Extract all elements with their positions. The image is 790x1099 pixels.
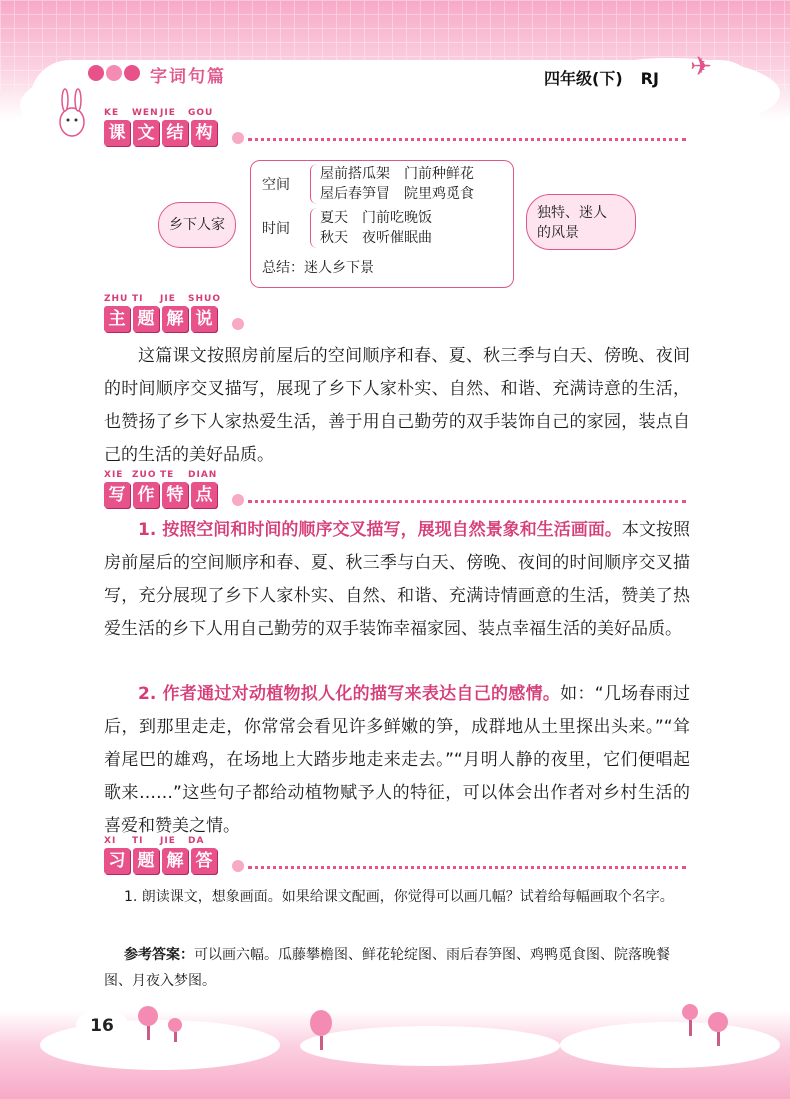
heading-char: 题 xyxy=(133,848,159,874)
diagram-root: 乡下人家 xyxy=(158,202,236,248)
tree-icon xyxy=(310,1010,332,1050)
heading-char: 构 xyxy=(191,120,217,146)
structure-diagram xyxy=(150,150,640,300)
space-item: 屋后春笋冒 院里鸡觅食 xyxy=(320,186,474,202)
heading-char: 文 xyxy=(133,120,159,146)
point-heading: 1. 按照空间和时间的顺序交叉描写，展现自然景象和生活画面。 xyxy=(138,520,622,540)
summary-text: 总结：迷人乡下景 xyxy=(262,260,374,276)
outcome-line: 的风景 xyxy=(537,225,579,241)
heading-char: 主 xyxy=(104,306,130,332)
grade-label xyxy=(544,66,659,89)
section-structure-heading xyxy=(104,108,220,152)
pinyin-row: ZHU TI JIE SHUO xyxy=(104,294,221,304)
tree-icon xyxy=(682,1004,698,1036)
section-writing-heading xyxy=(104,470,220,514)
cloud xyxy=(560,1022,780,1068)
grade-text: 四年级(下) xyxy=(544,69,623,88)
pinyin-row: XI TI JIE DA xyxy=(104,836,205,846)
header-section-label xyxy=(88,62,226,87)
heading-char: 课 xyxy=(104,120,130,146)
cloud xyxy=(300,1026,560,1066)
edition-text: RJ xyxy=(640,69,659,88)
heading-char: 作 xyxy=(133,482,159,508)
heading-char: 题 xyxy=(133,306,159,332)
exercise-question: 1. 朗读课文，想象画面。如果给课文配画，你觉得可以画几幅？试着给每幅画取个名字。 xyxy=(124,889,674,905)
pinyin-row: XIE ZUO TE DIAN xyxy=(104,470,218,480)
time-item: 夏天 门前吃晚饭 xyxy=(320,210,432,226)
heading-char: 特 xyxy=(162,482,188,508)
outcome-line: 独特、迷人 xyxy=(537,205,607,221)
writing-point-2 xyxy=(104,678,690,843)
point-body: 如：“几场春雨过后，到那里走走，你常常会看见许多鲜嫩的笋，成群地从土里探出头来。”“耸着尾巴的雄鸡，在场地上大踏步地走来走去。”“月明人静的夜里，它们便唱起歌来……”这些句子都给动植物赋予人的特征，可以体会出作者对乡村生活的喜爱和赞美之情。 xyxy=(104,684,690,836)
heading-char: 写 xyxy=(104,482,130,508)
heading-char: 说 xyxy=(191,306,217,332)
space-item: 屋前搭瓜架 门前种鲜花 xyxy=(320,166,474,182)
heading-char: 答 xyxy=(191,848,217,874)
heading-char: 结 xyxy=(162,120,188,146)
tree-icon xyxy=(168,1018,182,1042)
diagram-outcome xyxy=(526,194,636,250)
tree-icon xyxy=(138,1006,158,1040)
exercise-answer xyxy=(104,942,690,994)
dotted-divider xyxy=(248,500,686,503)
dotted-divider xyxy=(248,138,686,141)
section-title: 字词句篇 xyxy=(150,67,226,87)
section-exercise-heading xyxy=(104,836,220,880)
time-label: 时间 xyxy=(262,221,290,237)
flower-icon xyxy=(232,318,244,330)
brace xyxy=(310,164,317,204)
heart-balloon-icon xyxy=(88,65,142,85)
heading-char: 习 xyxy=(104,848,130,874)
answer-label: 参考答案： xyxy=(124,947,194,963)
answer-text: 可以画六幅。瓜藤攀檐图、鲜花轮绽图、雨后春笋图、鸡鸭觅食图、院落晚餐图、月夜入梦图。 xyxy=(104,947,670,989)
pinyin-row: KE WENJIE GOU xyxy=(104,108,214,118)
brace xyxy=(310,208,317,248)
heading-char: 解 xyxy=(162,306,188,332)
heading-char: 解 xyxy=(162,848,188,874)
flower-icon xyxy=(232,494,244,506)
flower-icon xyxy=(232,860,244,872)
tree-icon xyxy=(708,1012,728,1046)
dotted-divider xyxy=(248,866,686,869)
section-theme-heading xyxy=(104,294,220,338)
flower-icon xyxy=(232,132,244,144)
time-item: 秋天 夜听催眠曲 xyxy=(320,230,432,246)
page-number: 16 xyxy=(76,1012,128,1040)
space-label: 空间 xyxy=(262,177,290,193)
point-heading: 2. 作者通过对动植物拟人化的描写来表达自己的感情。 xyxy=(138,684,561,704)
bunny-icon xyxy=(52,88,92,142)
theme-paragraph: 这篇课文按照房前屋后的空间顺序和春、夏、秋三季与白天、傍晚、夜间的时间顺序交叉描写，展现了乡下人家朴实、自然、和谐、充满诗意的生活，也赞扬了乡下人家热爱生活，善于用自己勤劳的双手装饰自己的家园，装点自己的生活的美好品质。 xyxy=(104,346,690,465)
point-body: 本文按照房前屋后的空间顺序和春、夏、秋三季与白天、傍晚、夜间的时间顺序交叉描写，充分展现了乡下人家朴实、自然、和谐、充满诗情画意的生活，赞美了热爱生活的乡下人用自己勤劳的双手装饰幸福家园、装点幸福生活的美好品质。 xyxy=(104,520,690,639)
heading-char: 点 xyxy=(191,482,217,508)
writing-point-1 xyxy=(104,514,690,646)
airplane-icon: ✈ xyxy=(690,52,712,82)
